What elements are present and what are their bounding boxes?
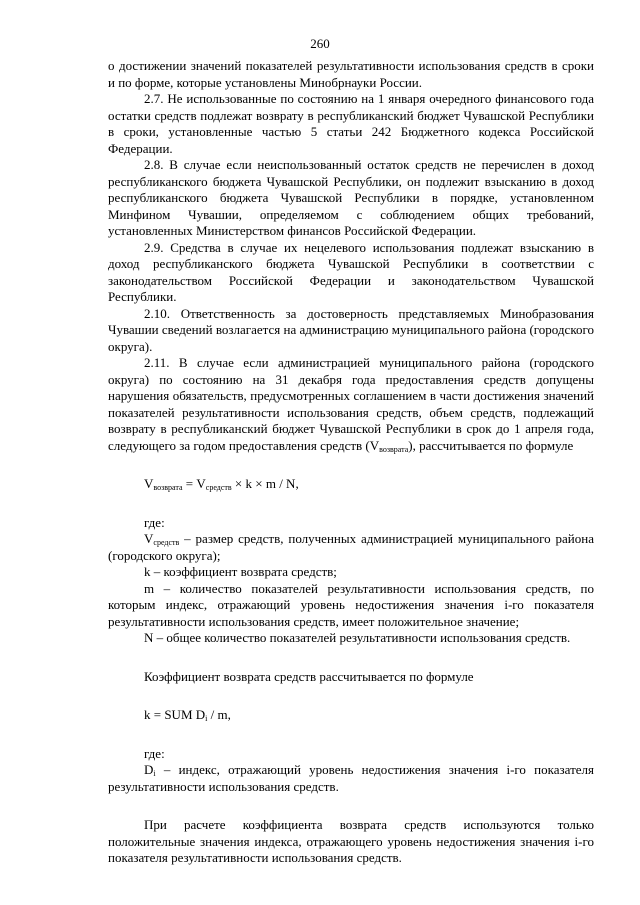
definition-v-sredstv: $V_{средств}$ – размер средств, полученных администрацией муниципального района (городского округа);: [108, 531, 594, 563]
coefficient-intro: Коэффициент возврата средств рассчитывается по формуле: [144, 668, 474, 684]
paragraph-2-11: [108, 355, 594, 454]
paragraph-2-8: 2.8. В случае если неиспользованный остаток средств не перечислен в доход республиканского бюджета Чувашской Республики, он подлежит взысканию в доход республиканского бюджета Чувашской Республики в порядке, установленном Минфином Чувашии, определяемом с соблюдением общих требований, установленных Министерством финансов Российской Федерации.: [108, 157, 594, 238]
definition-n: N – общее количество показателей результативности использования средств.: [144, 630, 571, 645]
paragraph-2-9: 2.9. Средства в случае их нецелевого использования подлежат взысканию в доход республиканского бюджета Чувашской Республики в соответствии с законодательством Российской Федерации и законодательством Чувашской Республики.: [108, 239, 594, 304]
page-number: 260: [310, 36, 330, 51]
paragraph-2-7: 2.7. Не использованные по состоянию на 1 января очередного финансового года остатки средств подлежат возврату в республиканский бюджет Чувашской Республики в сроки, установленные частью 5 статьи 242 Бюджетного кодекса Российской Федерации.: [108, 91, 594, 156]
final-paragraph: При расчете коэффициента возврата средств используются только положительные значения индекса, отражающего уровень недостижения значения i-го показателя результативности использования средств.: [108, 817, 594, 865]
paragraph-2-11-text: 2.11. В случае если администрацией муниципального района (городского округа) по состоянию на 31 декабря года предоставления средств допущены нарушения обязательств, предусмотренных соглашением в части достижения значений показателей результативности использования средств, объем средств, подлежащий возврату в республиканский бюджет Чувашской Республики в срок до 1 апреля года, следующего за годом предоставления средств (V: [108, 355, 594, 453]
definition-k: k – коэффициент возврата средств;: [144, 564, 337, 579]
formula-coefficient: k = SUM $D_i$ / m,: [144, 707, 231, 723]
paragraph-2-11-tail: ), рассчитывается по формуле: [408, 437, 574, 453]
definition-m: m – количество показателей результативности использования средств, по которым индекс, отражающий уровень недостижения значения i-го показателя результативности использования средств, имеет положительное значение;: [108, 580, 594, 629]
definition-d-i: $D_i$ – индекс, отражающий уровень недостижения значения i-го показателя результативности использования средств.: [108, 762, 594, 794]
paragraph-2-11-subscript: возврата: [379, 444, 409, 454]
where-label-2: где:: [144, 745, 165, 761]
where-label-1: где:: [144, 514, 165, 530]
formula-return-amount: $V_{возврата} = V_{средств} \times k \times m / N$,: [144, 476, 299, 492]
document-body: [108, 58, 594, 867]
paragraph-continuation: о достижении значений показателей результативности использования средств в сроки и по форме, которые установлены Минобрнауки России.: [108, 58, 594, 90]
paragraph-2-10: 2.10. Ответственность за достоверность представляемых Минобразования Чувашии сведений возлагается на администрацию муниципального района (городского округа).: [108, 305, 594, 354]
